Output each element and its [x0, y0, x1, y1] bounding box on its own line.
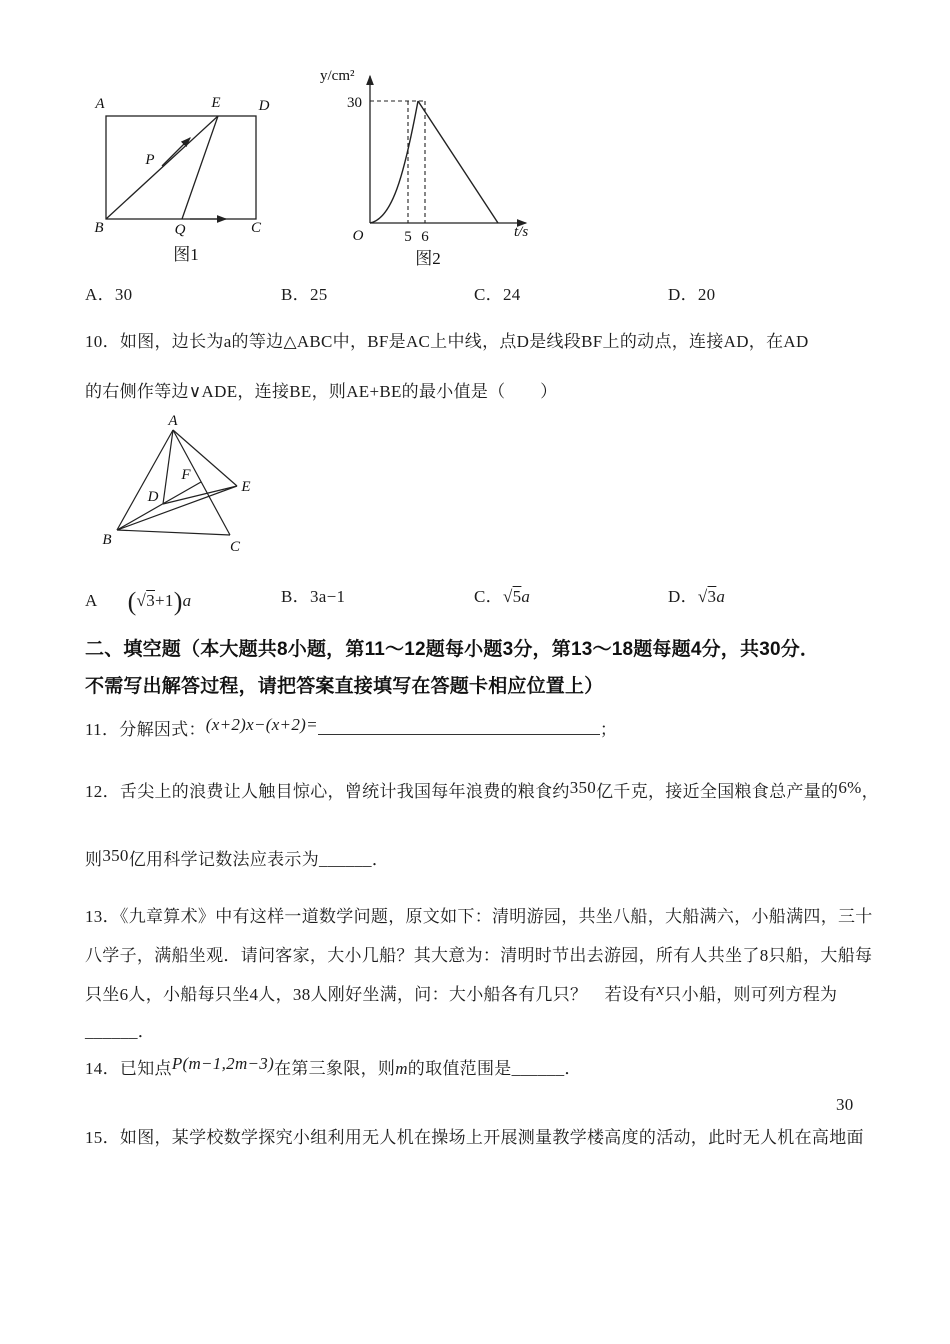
q13-line-3	[85, 980, 838, 1005]
q13-line-1: 13．《九章算术》中有这样一道数学问题，原文如下：清明游园，共坐八船，大船满六，小船满四，三十	[85, 907, 873, 926]
q10-option-c-variable: a	[521, 587, 531, 606]
q12-line1-mid: 亿千克，接近全国粮食总产量的	[596, 782, 839, 801]
sqrt-sign: √	[502, 587, 513, 606]
section-2-heading-line-2: 不需写出解答过程，请把答案直接填写在答题卡相应位置上）	[85, 676, 604, 697]
q10-label-e: E	[241, 479, 251, 495]
q10-label-a: A	[168, 413, 178, 429]
segment-e-q	[182, 116, 218, 219]
fig1-caption: 图1	[173, 245, 199, 264]
q11-formula: (x+2)x−(x+2)=	[205, 714, 318, 734]
q10-label-f: F	[181, 467, 191, 483]
fig1-label-q: Q	[174, 222, 186, 238]
q10-option-c-radicand: 5	[512, 587, 522, 606]
figure-1-shapes	[106, 116, 256, 219]
q10-option-a	[85, 586, 191, 619]
q10-option-c-letter: C．	[474, 587, 503, 606]
q11-line	[85, 714, 618, 740]
fig2-tick-6: 6	[421, 229, 429, 245]
q14-prefix: 14．已知点	[85, 1059, 172, 1078]
q12-number-350-2: 350	[102, 846, 129, 865]
q10-option-a-close-paren: )	[173, 587, 183, 616]
q10-option-d-letter: D．	[668, 587, 698, 606]
segment-d-e	[163, 486, 237, 504]
q10-line-2: 的右侧作等边∨ADE，连接BE，则AE+BE的最小值是（ ）	[85, 382, 558, 401]
q10-option-a-tail: +1	[155, 591, 174, 610]
q10-option-a-variable: a	[182, 591, 192, 610]
q12-line-2	[85, 846, 390, 870]
q13-line3-suf: 只小船，则可列方程为	[664, 985, 838, 1004]
q12-line-1	[85, 778, 879, 802]
q10-label-c: C	[229, 539, 241, 555]
q10-label-d: D	[147, 489, 159, 505]
figure-2-graph	[300, 58, 540, 273]
q9-option-a: A．30	[85, 285, 133, 304]
figure-2-dashed-guides	[370, 101, 425, 223]
sqrt-sign: √	[136, 591, 147, 610]
q12-line1-suf: ，	[861, 782, 879, 801]
fig2-y-axis-label: y/cm²	[320, 68, 355, 84]
q10-option-d-radicand: 3	[707, 587, 717, 606]
q11-prefix: 11．分解因式：	[85, 719, 206, 739]
fig1-label-p: P	[145, 152, 155, 168]
q11-answer-blank	[318, 717, 600, 735]
q9-option-d: D．20	[668, 285, 716, 304]
fig2-caption: 图2	[415, 249, 441, 268]
fig1-label-a: A	[95, 96, 105, 112]
q10-label-b: B	[102, 532, 112, 548]
q12-line1-pre: 12．舌尖上的浪费让人触目惊心，曾统计我国每年浪费的粮食约	[85, 782, 570, 801]
fig1-label-c: C	[250, 220, 262, 236]
figure-2-curve	[370, 101, 498, 223]
q14-mid: 在第三象限，则	[274, 1059, 396, 1078]
curve-rising	[370, 101, 418, 223]
q12-line2-pre: 则	[85, 850, 103, 869]
figure-1-rectangle-diagram	[86, 86, 286, 268]
q10-line-1: 10．如图，边长为a的等边△ABC中，BF是AC上中线，点D是线段BF上的动点，连接AD，在AD	[85, 332, 809, 351]
rectangle-abcd	[106, 116, 256, 219]
q13-line-2: 八学子，满船坐观．请问客家，大小几船？其大意为：清明时节出去游园，所有人共坐了8只船，大船每	[85, 946, 873, 965]
q10-option-b: B．3a−1	[281, 587, 346, 606]
fig1-label-d: D	[258, 98, 270, 114]
q12-line2-suf: 亿用科学记数法应表示为______．	[128, 850, 390, 869]
segment-b-e	[117, 486, 237, 530]
q13-line3-pre: 只坐6人，小船每只坐4人，38人刚好坐满，问：大小船各有几只？ 若设有	[85, 985, 657, 1004]
q12-percent-6: 6%	[838, 778, 862, 797]
q10-triangle-figure	[85, 413, 285, 558]
arrow-p-direction	[162, 138, 190, 166]
q10-option-a-radicand: 3	[146, 591, 155, 610]
curve-falling	[418, 101, 498, 223]
q10-option-d	[668, 586, 725, 607]
q12-number-350: 350	[569, 778, 597, 797]
q14-line	[85, 1054, 582, 1079]
q13-line-4: ______．	[85, 1022, 156, 1041]
segment-a-d	[163, 430, 173, 504]
q13-variable-x: x	[656, 980, 665, 999]
fig1-label-e: E	[211, 95, 221, 111]
segment-b-e	[106, 116, 218, 219]
q14-point-expression: P(m−1,2m−3)	[171, 1054, 275, 1073]
median-b-f	[117, 482, 201, 530]
fig2-x-axis-label: t/s	[514, 224, 529, 240]
section-2-heading-line-1: 二、填空题（本大题共8小题，第11～12题每小题3分，第13～18题每题4分，共30分．	[85, 639, 820, 660]
q15-right-margin-number: 30	[836, 1095, 854, 1114]
fig2-origin-label: O	[352, 228, 364, 244]
q15-line-1: 15．如图，某学校数学探究小组利用无人机在操场上开展测量教学楼高度的活动，此时无人机在高地面	[85, 1128, 864, 1147]
q10-option-a-letter: A	[85, 591, 98, 610]
sqrt-sign: √	[697, 587, 708, 606]
q10-figure-shapes	[117, 430, 237, 535]
q9-option-b: B．25	[281, 285, 328, 304]
side-b-c	[117, 530, 230, 535]
fig2-peak-value: 30	[347, 95, 362, 111]
q10-option-c	[474, 586, 530, 607]
fig1-label-b: B	[94, 220, 104, 236]
q14-suffix: 的取值范围是______．	[407, 1059, 582, 1078]
figure-2-axes	[370, 76, 526, 223]
q11-suffix: ；	[599, 719, 618, 739]
q14-variable-m: m	[395, 1059, 408, 1078]
fig2-tick-5: 5	[404, 229, 412, 245]
q9-option-c: C．24	[474, 285, 521, 304]
q10-option-a-open-paren: (	[127, 587, 137, 616]
side-a-b	[117, 430, 173, 530]
q10-option-d-variable: a	[716, 587, 726, 606]
